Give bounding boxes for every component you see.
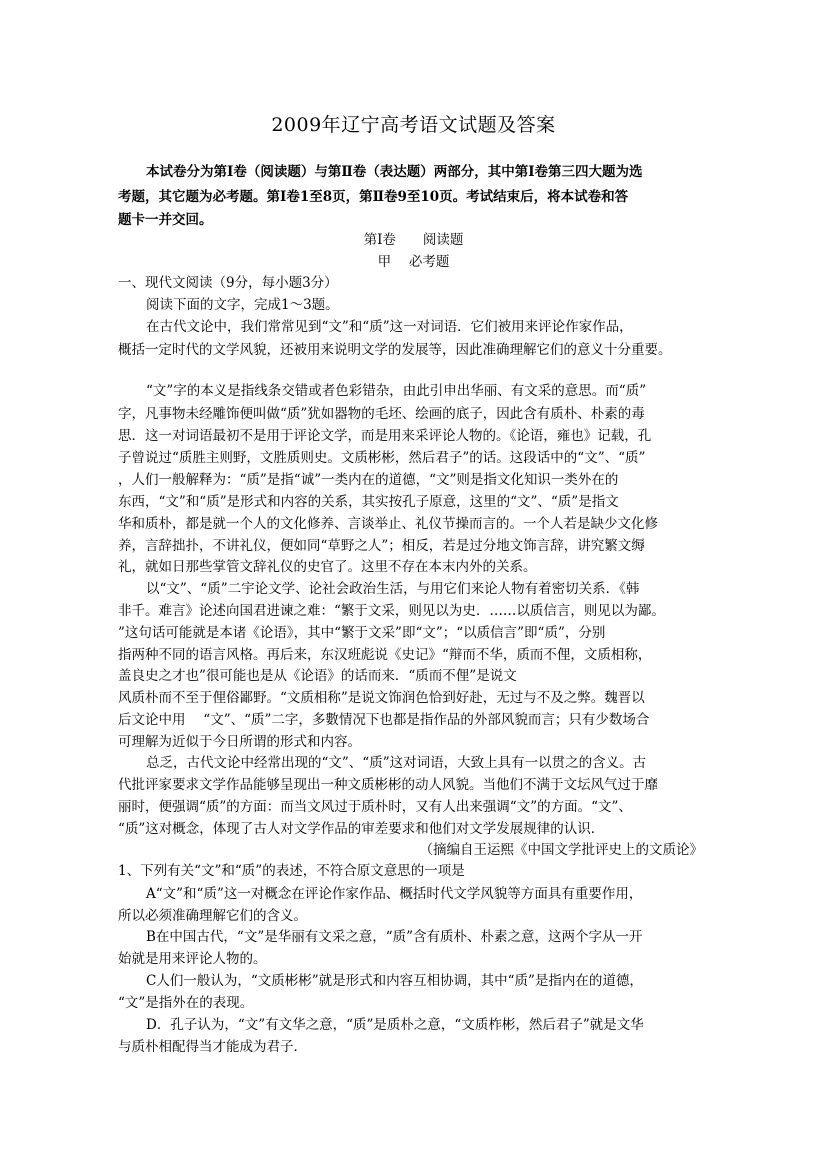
passage-line: 华和质朴，都是就一个人的文化修养、言谈举止、礼仪节操而言的。一个人若是缺少文化修 <box>118 516 658 532</box>
passage-line: 代批评家要求文学作品能够呈现出一种文质彬彬的动人风貌。当他们不满于文坛风气过于靡 <box>118 777 658 793</box>
option-line: B在中国古代，“文”是华丽有文采之意，“质”含有质朴、朴素之意，这两个字从一开 <box>146 929 643 945</box>
passage-line: 指两种不同的语言风格。再后来，东汉班彪说《史记》“辩而不华，质而不俚，文质相称， <box>118 647 652 663</box>
passage-line: ，人们一般解释为：“质”是指“诚”一类内在的道德，“文”则是指文化知识一类外在的 <box>118 472 619 488</box>
part-heading: 一、现代文阅读（9分，每小题3分） <box>118 275 338 291</box>
passage-line: “质”这对概念，体现了古人对文学作品的审差要求和他们对文学发展规律的认识． <box>118 821 605 837</box>
intro-line: 本试卷分为第Ⅰ卷（阅读题）与第Ⅱ卷（表达题）两部分，其中第Ⅰ卷第三四大题为选 <box>146 164 643 180</box>
option-line: “文”是指外在的表现。 <box>118 995 254 1011</box>
intro-line: 题卡一并交回。 <box>118 212 213 228</box>
passage-line: 总乏，古代文论中经常出现的“文”、“质”这对词语，大致上具有一以贯之的含义。古 <box>146 755 647 771</box>
option-line: A“文”和“质”这一对概念在评论作家作品、概括时代文学风貌等方面具有重要作用， <box>146 886 643 902</box>
passage-line: 东西，“文”和“质”是形式和内容的关系，其实按孔子原意，这里的“文”、“质”是指文 <box>118 494 619 510</box>
passage-line: 在古代文论中，我们常常见到“文”和“质”这一对词语．它们被用来评论作家作品， <box>146 319 633 335</box>
passage-line: 以“文”、“质”二宇论文学、论社会政治生活，与用它们来论人物有着密切关系．《韩 <box>146 581 640 597</box>
passage-line: 丽时，便强调“质”的方面：而当文风过于质朴时，又有人出来强调“文”的方面。“文”、 <box>118 799 632 815</box>
passage-line: 礼，就如日那些掌管文辞礼仪的史官了。这里不存在本末内外的关系。 <box>118 559 537 575</box>
instruction: 阅读下面的文字，完成1～3题。 <box>146 297 339 313</box>
section-heading: 第Ⅰ卷 阅读题 <box>363 232 464 248</box>
option-line: C人们一般认为，“文质彬彬”就是形式和内容互相协调，其中“质”是指内在的道德， <box>146 973 643 989</box>
document-title: 2009年辽宁高考语文试题及答案 <box>271 114 556 136</box>
passage-line: 盖良史之才也”很可能也是从《论语》的话而来．“质而不俚”是说文 <box>118 668 517 684</box>
option-line: 与质朴相配得当才能成为君子． <box>118 1039 307 1055</box>
question-stem: 1、下列有关“文”和“质”的表述，不符合原文意思的一项是 <box>118 863 465 879</box>
source-citation: （摘编自王运熙《中国文学批评史上的文质论》 <box>419 842 703 858</box>
passage-line: 后文论中用 “文”、“质”二字，多數情况下也都是指作品的外部风貌而言；只有少数场合 <box>118 712 650 728</box>
passage-line: 可理解为近似于今日所谓的形式和内容。 <box>118 734 361 750</box>
option-line: 所以必须准确理解它们的含义。 <box>118 908 307 924</box>
passage-line: ”这句话可能就是本诸《论语》，其中“繁于文采”即“文”；“以质信言”即“质”，分别 <box>118 625 606 641</box>
passage-line: 概括一定时代的文学风貌，还被用来说明文学的发展等，因此准确理解它们的意义十分重要。 <box>118 342 672 358</box>
option-line: D．孔子认为，“文”有文华之意，“质”是质朴之意，“文质柞彬，然后君子”就是文华 <box>146 1017 644 1033</box>
intro-line: 考题，其它题为必考题。第Ⅰ卷1至8页，第Ⅱ卷9至10页。考试结束后，将本试卷和答 <box>118 189 629 205</box>
passage-line: 字，凡事物未经雕饰便叫做“质”犹如器物的毛坯、绘画的底子，因此含有质朴、朴素的毒 <box>118 406 645 422</box>
option-line: 始就是用来评论人物的。 <box>118 951 267 967</box>
passage-line: 风质朴而不至于俚俗鄙野。“文质相称”是说文饰润色恰到好赴，无过与不及之弊。魏晋以 <box>118 690 645 706</box>
passage-line: “文”字的本义是指线条交错或者色彩错杂，由此引申出华丽、有文采的意思。而“质” <box>146 383 647 399</box>
passage-line: 非千。难言》论述向国君进谏之难：“繁于文采，则见以为史．……以质信言，则见以为鄙。 <box>118 603 665 619</box>
passage-line: 思．这一对词语最初不是用于评论文学，而是用来采评论人物的。《论语，雍也》记载，孔 <box>118 428 652 444</box>
passage-line: 子曾说过“质胜主则野，文胜质则史。文质彬彬，然后君子”的话。这段话中的“文”、“质” <box>118 450 646 466</box>
passage-line: 养，言辞拙扑，不讲礼仪，便如同“草野之人”；相反，若是过分地文饰言辞，讲究繁文缛 <box>118 538 645 554</box>
sub-heading: 甲 必考题 <box>377 254 450 270</box>
